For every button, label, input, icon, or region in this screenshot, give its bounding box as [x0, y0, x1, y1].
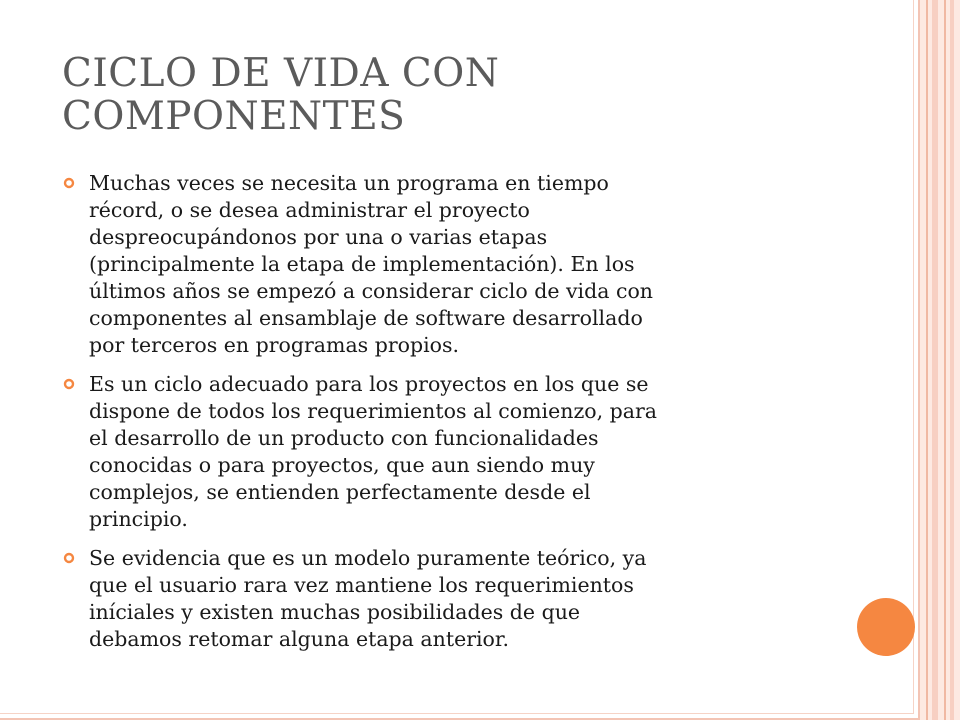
bullet-text-line: récord, o se desea administrar el proyecto	[89, 198, 530, 222]
bullet-text-line: Se evidencia que es un modelo puramente teórico, ya	[89, 546, 647, 570]
bullet-text-line: dispone de todos los requerimientos al comienzo, para	[89, 399, 657, 423]
slide-title	[62, 52, 862, 138]
bullet-text-line: debamos retomar alguna etapa anterior.	[89, 627, 509, 651]
bullet-text-line: componentes al ensamblaje de software desarrollado	[89, 306, 643, 330]
decorative-stripe	[944, 0, 946, 720]
decorative-stripe	[932, 0, 938, 720]
decorative-stripe	[950, 0, 954, 720]
bullet-ring-icon	[63, 552, 75, 564]
bullet-text-line: que el usuario rara vez mantiene los requerimientos	[89, 573, 634, 597]
bullet-text-line: (principalmente la etapa de implementación). En los	[89, 252, 635, 276]
bullet-ring-icon	[63, 378, 75, 390]
title-line: CICLO DE VIDA CON	[62, 51, 500, 96]
title-line: COMPONENTES	[62, 94, 406, 139]
bullet-text-line: por terceros en programas propios.	[89, 333, 460, 357]
bullet-text-line: el desarrollo de un producto con funcionalidades	[89, 426, 599, 450]
bullet-ring-icon	[63, 177, 75, 189]
bullet-list	[62, 170, 852, 665]
bullet-text-line: complejos, se entienden perfectamente desde el	[89, 480, 591, 504]
bullet-text-line: despreocupándonos por una o varias etapas	[89, 225, 548, 249]
decorative-stripe	[926, 0, 928, 720]
bullet-text-line: Es un ciclo adecuado para los proyectos en los que se	[89, 372, 649, 396]
bullet-text-line: iníciales y existen muchas posibilidades de que	[89, 600, 581, 624]
bullet-item	[62, 170, 852, 359]
bullet-text-line: conocidas o para proyectos, que aun siendo muy	[89, 453, 595, 477]
bullet-item	[62, 371, 852, 533]
bullet-item	[62, 545, 852, 653]
bullet-text-line: Muchas veces se necesita un programa en tiempo	[89, 171, 609, 195]
orange-circle-decoration	[857, 598, 915, 656]
bullet-text-line: principio.	[89, 507, 188, 531]
bullet-text-line: últimos años se empezó a considerar ciclo de vida con	[89, 279, 653, 303]
